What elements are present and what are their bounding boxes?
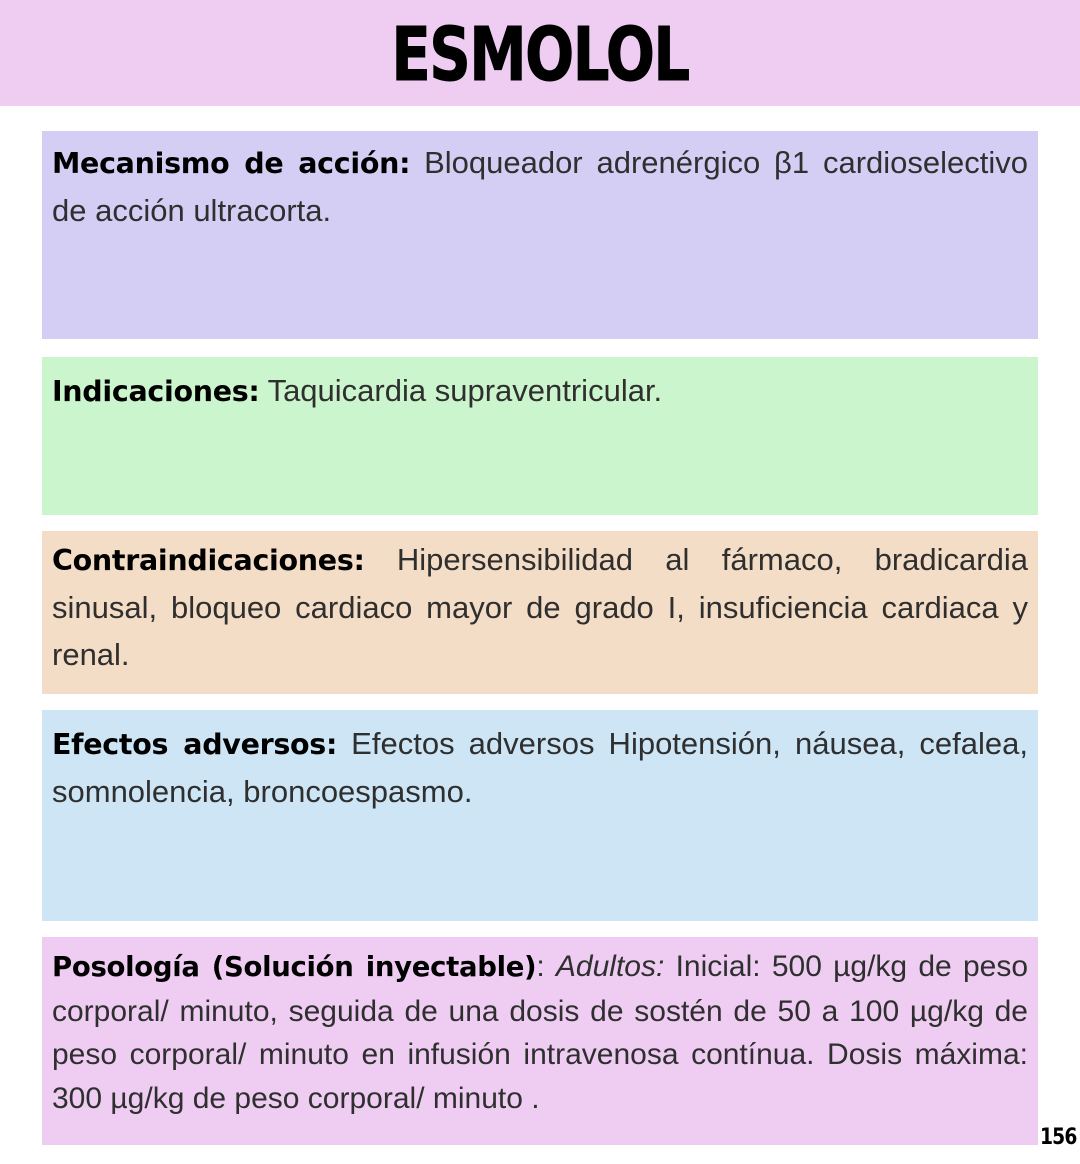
posologia-content [52, 945, 1028, 1120]
efectos-section [42, 710, 1038, 921]
indicaciones-section [42, 357, 1038, 515]
efectos-text: Efectos adversos Hipotensión, náusea, cefalea, somnolencia, broncoespasmo. [52, 726, 1028, 809]
indicaciones-label: Indicaciones: [52, 375, 260, 408]
mecanismo-text: Bloqueador adrenérgico β1 cardioselectivo de acción ultracorta. [52, 145, 1029, 228]
posologia-adultos: Adultos: [555, 950, 665, 983]
posologia-section [42, 937, 1038, 1145]
posologia-label: Posología (Solución inyectable) [52, 951, 537, 983]
posologia-text: Inicial: 500 µg/kg de peso corporal/ minuto, seguida de una dosis de sostén de 50 a 100 µg/kg de peso corporal/ minuto en infusión intravenosa contínua. Dosis máxima: 300 µg/kg de peso corporal/ minuto . [52, 950, 1029, 1115]
contraindicaciones-text: Hipersensibilidad al fármaco, bradicardia sinusal, bloqueo cardiaco mayor de grado I, insuficiencia cardiaca y renal. [52, 542, 1028, 672]
efectos-label: Efectos adversos: [52, 728, 338, 761]
contraindicaciones-label: Contraindicaciones: [52, 544, 365, 577]
contraindicaciones-section [42, 531, 1038, 694]
mecanismo-label: Mecanismo de acción: [52, 147, 411, 180]
mecanismo-content [52, 139, 1028, 234]
contraindicaciones-content [52, 536, 1028, 678]
mecanismo-section [42, 131, 1038, 339]
indicaciones-content [52, 367, 1028, 415]
page-number: 156 [1040, 1125, 1077, 1150]
page-title: ESMOLOL [391, 12, 689, 98]
indicaciones-text: Taquicardia supraventricular. [259, 373, 663, 408]
efectos-content [52, 720, 1028, 815]
posologia-colon: : [536, 950, 556, 983]
page-header [0, 0, 1080, 106]
